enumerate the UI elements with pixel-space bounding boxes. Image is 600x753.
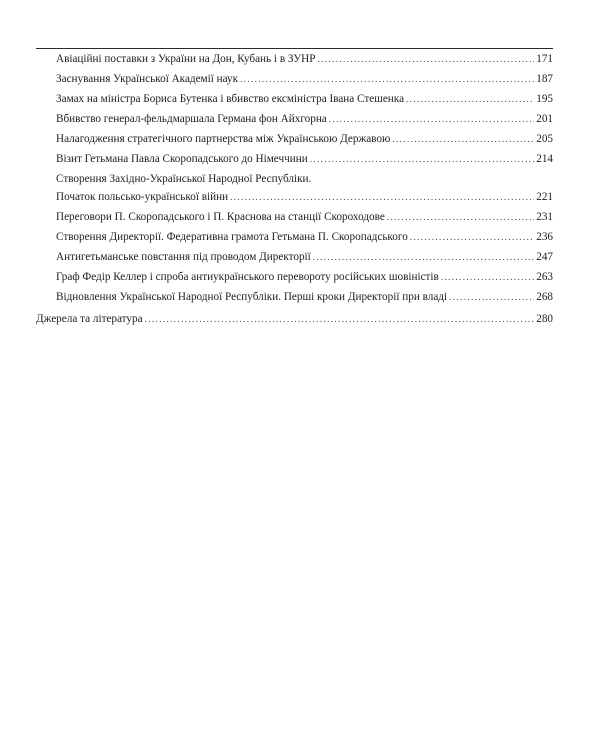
- dot-leader: [313, 251, 534, 264]
- toc-entry: [56, 291, 553, 304]
- toc-entry-title: Переговори П. Скоропадського і П. Краснова на станції Скороходове: [56, 211, 385, 223]
- toc-entry-title: Налагодження стратегічного партнерства між Українською Державою: [56, 133, 391, 145]
- toc-entry-title: Замах на міністра Бориса Бутенка і вбивство ексміністра Івана Стешенка: [56, 93, 405, 105]
- toc-entry-title: Створення Директорії. Федеративна грамота Гетьмана П. Скоропадського: [56, 231, 408, 243]
- toc-entry-title: Граф Федір Келлер і спроба антиукраїнського перевороту російських шовіністів: [56, 271, 439, 283]
- toc-entry-title: Заснування Української Академії наук: [56, 73, 239, 85]
- toc-entry-page: 214: [536, 153, 553, 165]
- top-divider: [36, 48, 553, 49]
- toc-entry-page: 268: [536, 291, 553, 303]
- toc-entry: [56, 231, 553, 244]
- toc-entry: [56, 211, 553, 224]
- toc-entry: [56, 93, 553, 106]
- dot-leader: [387, 211, 534, 224]
- toc-entry-page: 247: [536, 251, 553, 263]
- toc-entry: [56, 53, 553, 66]
- toc-entry: [56, 251, 553, 264]
- table-of-contents: [0, 53, 600, 333]
- toc-entry: [56, 113, 553, 126]
- dot-leader: [441, 271, 534, 284]
- toc-entry-page: 171: [536, 53, 553, 65]
- toc-entry-page: 205: [536, 133, 553, 145]
- dot-leader: [310, 153, 535, 166]
- dot-leader: [392, 133, 534, 146]
- toc-entry: [56, 271, 553, 284]
- toc-entry-title: Антигетьманське повстання під проводом Директорії: [56, 251, 311, 263]
- toc-entry-title: Вбивство генерал-фельдмаршала Германа фон Айхгорна: [56, 113, 327, 125]
- dot-leader: [230, 191, 534, 204]
- dot-leader: [317, 53, 534, 66]
- toc-entry: [56, 133, 553, 146]
- toc-entry-page: 280: [536, 313, 553, 325]
- toc-entry-title: Візит Гетьмана Павла Скоропадського до Німеччини: [56, 153, 308, 165]
- toc-entry-title: Авіаційні поставки з України на Дон, Кубань і в ЗУНР: [56, 53, 316, 65]
- dot-leader: [145, 313, 535, 326]
- toc-entry-title-line1: Створення Західно-Української Народної Республіки.: [56, 173, 312, 185]
- toc-entry: [56, 73, 553, 86]
- dot-leader: [410, 231, 534, 244]
- toc-entry-page: 187: [536, 73, 553, 85]
- toc-entry-page: 263: [536, 271, 553, 283]
- toc-entry-page: 201: [536, 113, 553, 125]
- dot-leader: [240, 73, 534, 86]
- toc-entry-page: 231: [536, 211, 553, 223]
- dot-leader: [449, 291, 534, 304]
- toc-entry-title: Відновлення Української Народної Республіки. Перші кроки Директорії при владі: [56, 291, 448, 303]
- toc-entry-page: 195: [536, 93, 553, 105]
- toc-entry-title: Джерела та література: [36, 313, 143, 325]
- toc-entry-page: 221: [536, 191, 553, 203]
- dot-leader: [329, 113, 534, 126]
- toc-entry-title-line2: Початок польсько-української війни: [56, 191, 229, 203]
- toc-entry: [56, 173, 553, 204]
- dot-leader: [406, 93, 534, 106]
- toc-entry: [56, 153, 553, 166]
- toc-entry-sources: [36, 313, 553, 326]
- toc-entry-page: 236: [536, 231, 553, 243]
